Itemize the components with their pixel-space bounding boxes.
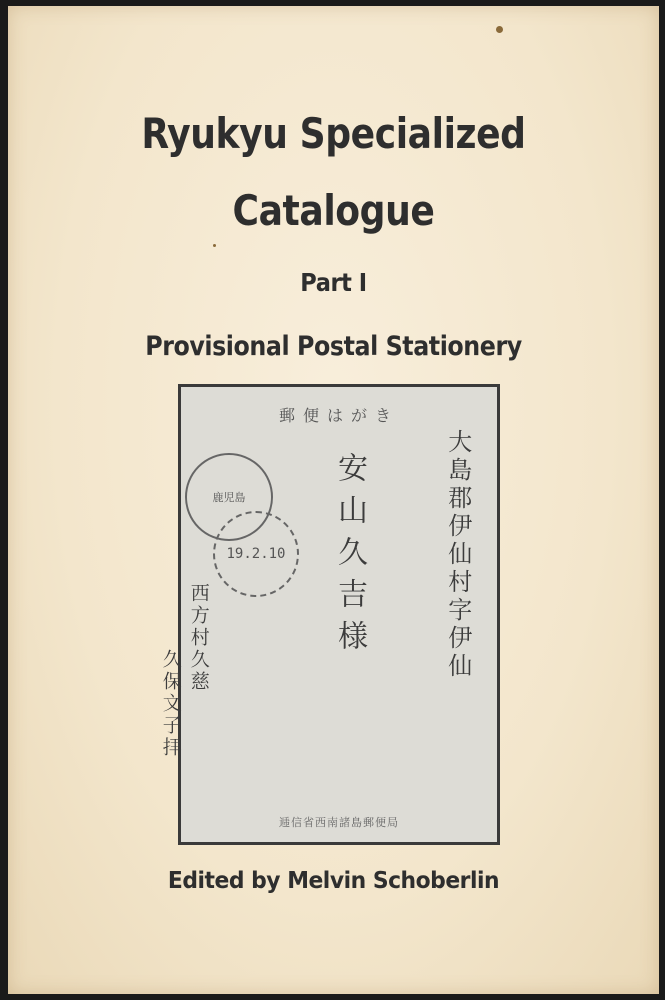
- sender-text-line-1: 西方村久慈: [187, 583, 210, 693]
- sender-text-line-2: 久保文子拝: [159, 649, 182, 759]
- postcard-header: 郵便はがき: [278, 406, 399, 425]
- postcard-footer: 逓信省西南諸島郵便局: [279, 816, 399, 829]
- paper-speck: [213, 244, 216, 247]
- editor-credit: Edited by Melvin Schoberlin: [167, 868, 500, 894]
- address-text: 大島郡伊仙村字伊仙: [443, 429, 472, 681]
- postcard-image: [159, 384, 500, 845]
- postmark-date-stamp: 19.2.10: [213, 511, 299, 597]
- part-label: Part I: [300, 268, 367, 297]
- title-line-1: Ryukyu Specialized: [141, 109, 526, 158]
- book-cover: [8, 6, 659, 994]
- paper-speck: [496, 26, 503, 33]
- addressee-text: 安山久吉様: [332, 452, 367, 662]
- title-line-2: Catalogue: [232, 186, 435, 235]
- postmark-stamp: 鹿児島: [185, 453, 273, 541]
- subtitle: Provisional Postal Stationery: [145, 331, 522, 362]
